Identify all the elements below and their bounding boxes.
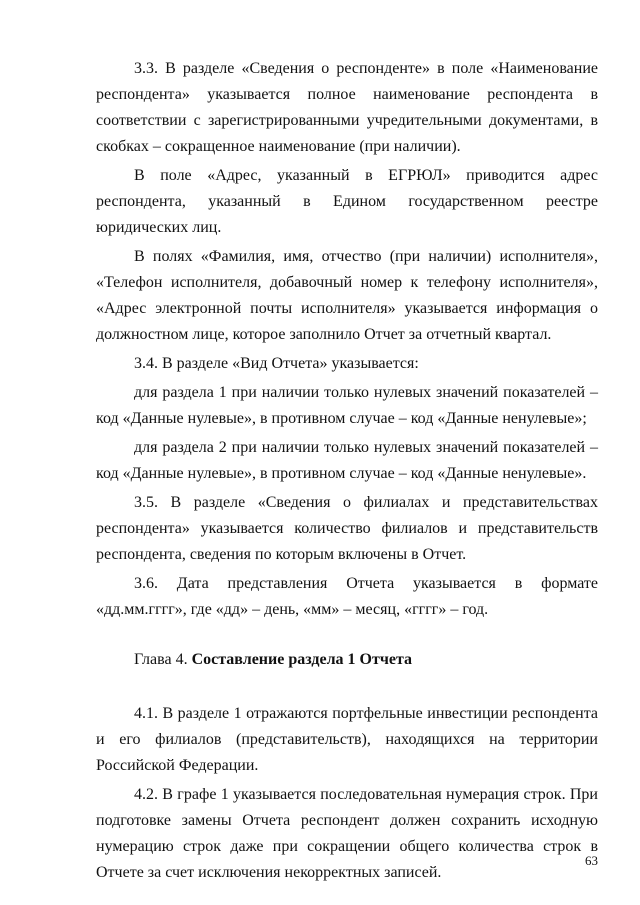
paragraph-executor: В полях «Фамилия, имя, отчество (при наличии) исполнителя», «Телефон исполнителя, добавочный номер к телефону исполнителя», «Адрес электронной почты исполнителя» указывается информация о должностном лице, которое заполнило Отчет за отчетный квартал.: [96, 248, 598, 343]
paragraph-4-2: 4.2. В графе 1 указывается последовательная нумерация строк. При подготовке замены Отчета респондент должен сохранить исходную нумерацию строк даже при сокращении общего количества строк в Отчете за счет исключения некорректных записей.: [96, 786, 598, 881]
paragraph-3-5: 3.5. В разделе «Сведения о филиалах и представительствах респондента» указывается количество филиалов и представительств респондента, сведения по которым включены в Отчет.: [96, 494, 598, 563]
paragraph-3-4: 3.4. В разделе «Вид Отчета» указывается:: [134, 355, 419, 372]
paragraph-3-3: 3.3. В разделе «Сведения о респонденте» в поле «Наименование респондента» указывается полное наименование респондента в соответствии с зарегистрированными учредительными документами, в скобках – сокращенное наименование (при наличии).: [96, 60, 598, 155]
page-number: 63: [585, 853, 598, 868]
chapter-prefix: Глава 4.: [134, 651, 192, 668]
page-body: [96, 56, 598, 889]
chapter-heading: [96, 647, 598, 673]
paragraph-4-1: 4.1. В разделе 1 отражаются портфельные инвестиции респондента и его филиалов (представительств), находящихся на территории Российской Федерации.: [96, 705, 598, 774]
paragraph-section-1-kind: для раздела 1 при наличии только нулевых значений показателей – код «Данные нулевые», в противном случае – код «Данные ненулевые»;: [96, 384, 598, 427]
paragraph-address: В поле «Адрес, указанный в ЕГРЮЛ» приводится адрес респондента, указанный в Едином государственном реестре юридических лиц.: [96, 167, 598, 236]
paragraph-3-6: 3.6. Дата представления Отчета указывается в формате «дд.мм.гггг», где «дд» – день, «мм» – месяц, «гггг» – год.: [96, 575, 598, 618]
paragraph-section-2-kind: для раздела 2 при наличии только нулевых значений показателей – код «Данные нулевые», в противном случае – код «Данные ненулевые».: [96, 439, 598, 482]
chapter-title: Составление раздела 1 Отчета: [191, 651, 413, 668]
